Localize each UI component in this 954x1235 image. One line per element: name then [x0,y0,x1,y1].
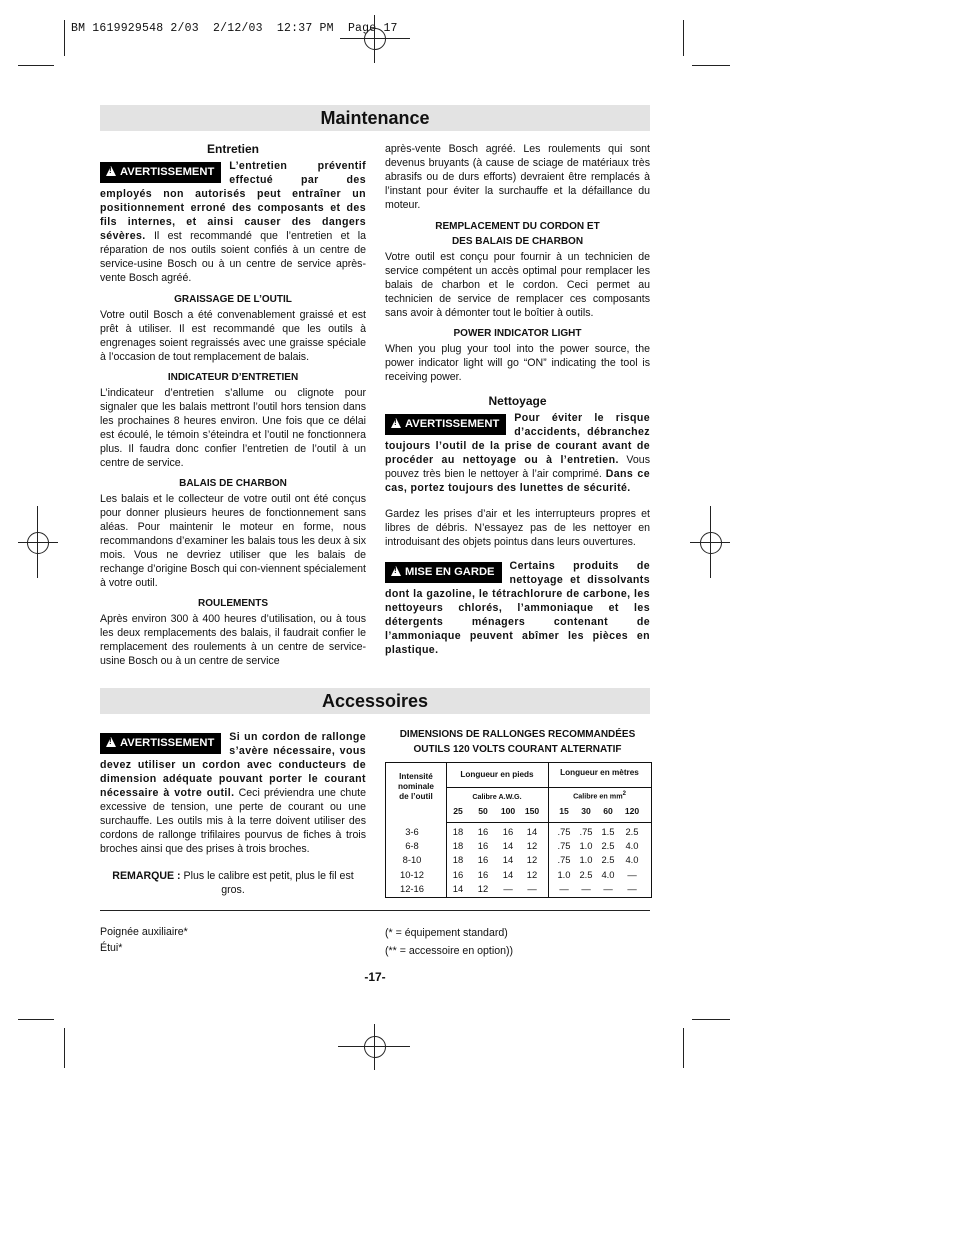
table-cell-awg: 16 [452,868,464,880]
divider [100,910,650,911]
warning-triangle-icon [391,566,401,576]
roulements-heading: ROULEMENTS [198,598,268,609]
feet-col-header: 100 [500,806,516,816]
table-cell-mm: — [581,882,591,894]
table-cell-awg: 16 [502,826,514,837]
remarque-text: Plus le calibre est petit, plus le fil est gros. [180,870,354,896]
meter-col-header: 15 [559,806,569,816]
table-cell-mm: 1.0 [557,868,571,880]
nettoyage-warning-bold: Pour éviter le risque d’accidents, débranchez toujours l’outil de la prise de courant avant de procéder au nettoyage ou à l’entretien. [385,412,650,466]
accessoires-left-column [100,728,366,897]
table-cell-amperage: 6-8 [405,840,419,852]
table-cell-awg: 14 [502,854,514,866]
graissage-text: Votre outil Bosch a été convenablement graissé et est prêt à utiliser. Il est recommandé que les outils à engrenages soient regraissés avec une graisse spéciale à l’occasion de tout remplacement de balais. [100,309,366,363]
warning-triangle-icon [391,418,401,428]
roulements-text-a: Après environ 300 à 400 heures d’utilisation, ou à tous les deux remplacements des balais, il faudrait confier le remplacement des roulements à un centre de service-usine Bosch ou à un centre de service [100,613,366,667]
warning-badge-label: AVERTISSEMENT [405,418,500,430]
meter-col-header: 30 [581,806,591,816]
entretien-warning-bold: L’entretien préventif effectué par des employés non autorisés peut entraîner un positionnement erroné des composants et des fils internes, et ainsi causer des dangers sévères. [100,160,366,242]
table-cell-mm: 2.5 [625,826,639,837]
table-cell-awg: 16 [477,826,489,837]
table-cell-mm: — [627,882,637,894]
nettoyage-warning [385,411,650,495]
table-cell-awg: 16 [477,840,489,852]
table-cell-mm: 2.5 [601,854,615,866]
warning-badge-label: AVERTISSEMENT [120,166,215,178]
remarque-label: REMARQUE : [112,870,181,882]
nettoyage-heading: Nettoyage [488,394,547,408]
cordon-text: Votre outil est conçu pour fournir à un technicien de service compétent un accès optimal pour remplacer les balais de charbon et le cordon. Ceci permet au technicien de service de remplacer ces composants sans avoir à démonter tout le boîtier à outils. [385,251,650,319]
meter-col-header: 120 [624,806,640,816]
table-title-line-1: DIMENSIONS DE RALLONGES RECOMMANDÉES [399,729,636,740]
table-cell-mm: 1.0 [579,840,593,852]
meters-header: Longueur en mètres [560,768,639,777]
table-cell-mm: — [627,868,637,880]
table-cell-mm: 4.0 [625,854,639,866]
table-cell-awg: — [527,882,537,894]
table-cell-awg: 12 [526,868,538,880]
maintenance-right-column [385,142,650,657]
table-cell-awg: 14 [452,882,464,894]
warning-triangle-icon [106,166,116,176]
power-heading: POWER INDICATOR LIGHT [453,328,582,339]
cordon-heading-1: REMPLACEMENT DU CORDON ET [435,221,600,232]
accessoires-warning [100,730,366,856]
indicateur-heading: INDICATEUR D’ENTRETIEN [167,372,299,383]
extension-cord-table [385,762,652,898]
entretien-warning-text: Il est recommandé que l’entretien et la réparation de nos outils soient confiés à un centre de service-usine Bosch ou à un centre de service après-vente Bosch agréé. [100,230,366,284]
table-cell-mm: .75 [557,840,571,852]
table-cell-awg: — [503,882,513,894]
table-cell-mm: .75 [579,826,593,837]
feet-col-header: 150 [524,806,540,816]
entretien-heading: Entretien [206,142,259,156]
table-cell-awg: 16 [477,854,489,866]
nettoyage-caution [385,559,650,657]
warning-badge [385,414,506,435]
warning-badge-label: AVERTISSEMENT [120,737,215,749]
page-number: -17- [364,970,386,984]
indicateur-text: L’indicateur d’entretien s’allume ou clignote pour signaler que les balais mettront l’outil hors tension dans les prochaines 8 heures environ. Une fois que ce délai est écoulé, le témoin s’éteindra et l’outil ne fonctionnera plus. Il faudra donc confier l’entretien de l’outil à un centre de service. [100,387,366,469]
table-cell-awg: 18 [452,826,464,837]
print-slug: BM 1619929548 2/03 2/12/03 12:37 PM Page 17 [71,22,398,35]
table-cell-amperage: 3-6 [405,826,419,837]
table-cell-mm: .75 [557,854,571,866]
table-cell-awg: 12 [526,854,538,866]
table-cell-awg: 18 [452,840,464,852]
feet-col-header: 50 [478,806,488,816]
table-cell-mm: — [559,882,569,894]
maintenance-title: Maintenance [100,105,650,131]
meter-col-header: 60 [603,806,613,816]
table-cell-mm: .75 [557,826,571,837]
feet-header: Longueur en pieds [460,770,534,779]
table-cell-amperage: 12-16 [400,882,424,894]
table-cell-awg: 18 [452,854,464,866]
table-cell-mm: 4.0 [625,840,639,852]
table-cell-awg: 14 [502,840,514,852]
nettoyage-warning-bold-2: Dans ce cas, portez toujours des lunettes de sécurité. [385,468,650,494]
caution-text-bold: Certains produits de nettoyage et dissolvants dont la gazoline, le tétrachlorure de carbone, les nettoyeurs chlorés, l’ammoniaque et les détergents ménagers contenant de l’ammoniaque peuvent abîmer les pièces en plastique. [385,560,650,656]
cordon-heading-2: DES BALAIS DE CHARBON [451,236,584,247]
table-cell-awg: 14 [526,826,538,837]
accessoires-warning-text: Ceci préviendra une chute excessive de tension, une perte de courant ou une surchauffe. Les outils mis à la terre doivent utiliser des cordons de rallonge trifilaires pourvus de fiches à trois broches ainsi que des prises à trois broches. [100,787,366,855]
table-cell-amperage: 8-10 [402,854,422,866]
warning-triangle-icon [106,737,116,747]
entretien-warning [100,159,366,285]
table-cell-mm: 1.0 [579,854,593,866]
table-cell-awg: 16 [477,868,489,880]
remarque-note [100,869,366,897]
nettoyage-warning-text: Vous pouvez très bien le nettoyer à l’air comprimé. [385,454,650,480]
feet-col-header: 25 [453,806,463,816]
list-item: Poignée auxiliaire* [100,926,188,938]
table-cell-amperage: 10-12 [400,868,424,880]
table-cell-mm: 1.5 [601,826,615,837]
list-item: Étui* [100,942,123,954]
accessoires-title: Accessoires [100,688,650,714]
table-cell-awg: 14 [502,868,514,880]
power-text: When you plug your tool into the power source, the power indicator light will go “ON” indicating the tool is receiving power. [385,343,650,383]
balais-heading: BALAIS DE CHARBON [179,478,287,489]
table-cell-mm: — [603,882,613,894]
warning-badge [100,162,221,183]
legend-standard: (* = équipement standard) [385,927,508,939]
maintenance-left-column [100,142,366,668]
accessory-legend [385,924,513,960]
accessory-list [100,924,188,956]
table-cell-mm: 2.5 [579,868,593,880]
accessoires-warning-bold: Si un cordon de rallonge s’avère nécessaire, vous devez utiliser un cordon avec conducteurs de dimension adéquate pouvant porter le courant nécessaire à votre outil. [100,731,366,799]
nettoyage-paragraph: Gardez les prises d’air et les interrupteurs propres et libres de débris. N’essayez pas de les nettoyer en introduisant des objets pointus dans leurs ouvertures. [385,508,650,548]
balais-text: Les balais et le collecteur de votre outil ont été conçus pour donner plusieurs heures de fonctionnement sans aléas. Pour maintenir le moteur en forme, nous recommandons d’examiner les balais tous les deux à six mois. Vous ne devriez utiliser que les balais de rechange d’origine Bosch qui con-viennent spécialement à votre outil. [100,493,366,589]
table-title-line-2: OUTILS 120 VOLTS COURANT ALTERNATIF [413,744,622,755]
caution-badge [385,562,502,583]
awg-label: Calibre A.W.G. [472,792,522,801]
table-cell-awg: 12 [477,882,489,894]
legend-optional: (** = accessoire en option)) [385,945,514,957]
table-cell-awg: 12 [526,840,538,852]
caution-badge-label: MISE EN GARDE [405,566,495,578]
table-cell-mm: 4.0 [601,868,615,880]
table-title [385,727,650,757]
roulements-text-b: après-vente Bosch agréé. Les roulements qui sont devenus bruyants (à cause de sciage de matériaux très abrasifs ou de durs efforts) devraient être remplacés à l’instant pour éviter la surchauffe et la défaillance du moteur. [385,143,650,211]
amperage-header: Intensité nominale de l’outil [398,772,434,801]
graissage-heading: GRAISSAGE DE L’OUTIL [174,294,292,305]
warning-badge [100,733,221,754]
table-cell-mm: 2.5 [601,840,615,852]
mm-label: Calibre en $mm^2$ [573,791,626,801]
